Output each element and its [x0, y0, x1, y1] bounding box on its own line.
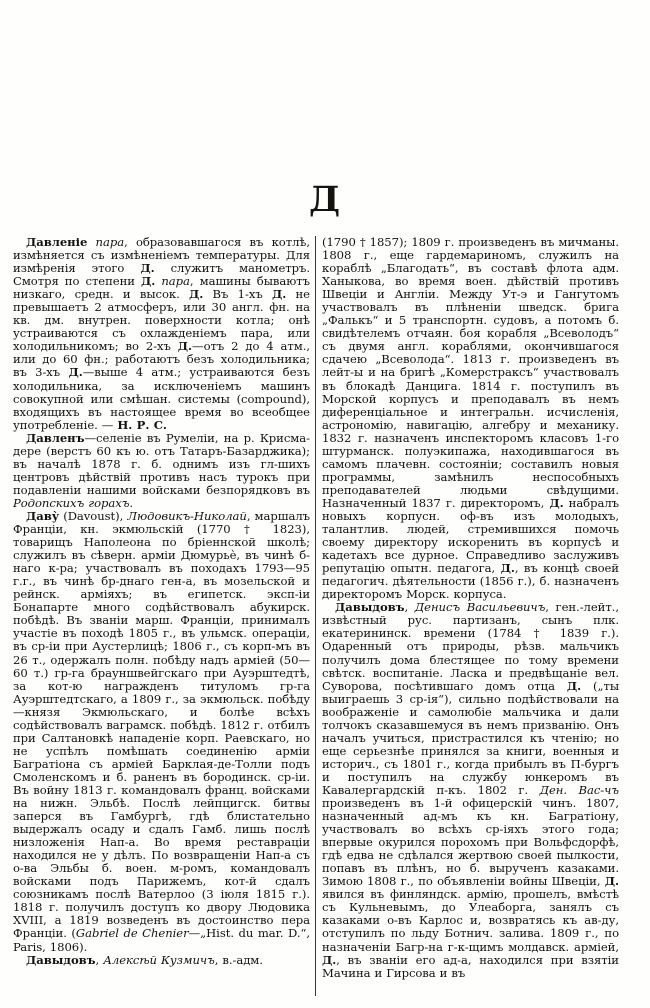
text-run: , въ званіи его ад-а, находился при взятіи Мачина и Гирсова и въ	[322, 952, 619, 980]
text-run: не превышаетъ 2 атмосферъ, или 30 англ. фн. на кв. дм. внутрен. поверхности котла; онѣ устраиваются съ охлажденіемъ пара, или холодильникомъ; во 2-хъ	[13, 287, 310, 354]
entry-headword: Давыдовъ	[335, 600, 405, 615]
text-run: Родопскихъ горахъ	[13, 495, 130, 510]
text-run: Д.	[271, 287, 287, 302]
entry-paragraph	[13, 954, 310, 967]
text-run: пара	[155, 274, 190, 289]
entry-headword: Даву̀	[26, 508, 60, 523]
text-run: —отъ 2 до 4 атм., или до 60 фн.; работаютъ безъ холодильника; въ 3-хъ	[13, 339, 310, 380]
text-run: Н. Р. С.	[117, 417, 167, 432]
text-run: служитъ манометръ. Смотря по степени	[13, 261, 310, 289]
text-run: , маршалъ Франціи, кн. экмюльскій (1770 † 1823), товарищъ Наполеона по бріеннской школѣ; служилъ въ сѣверн. арміи Дюмурьѐ, въ чинѣ б-наго к-ра; участвовалъ въ походахъ 1793—95 г.г., въ чинѣ бр-днаго ген-а, въ мозельской и рейнск. арміяхъ; въ египетск. эксп-іи Бонапарте много содѣйствовалъ абукирск. побѣдѣ. Въ званіи марш. Франціи, принималъ участіе въ походѣ 1805 г., въ ульмск. операціи, въ ср-іи при Аустерлицѣ; 1806 г., съ корп-мъ въ 26 т., одержалъ полн. побѣду надъ арміей (50—60 т.) гр-га брауншвейгскаго при Ауэрштедтѣ, за кот-ю награжденъ титуломъ гр-га Ауэрштедтскаго, а 1809 г., за экмюльск. побѣду—князя Экмюльскаго, и болѣе всѣхъ содѣйствовалъ ваграмск. побѣдѣ. 1812 г. отбилъ при Салтановкѣ нападеніе корп. Раевскаго, но не успѣлъ помѣшать соединенію арміи Багратіона съ арміей Барклая-де-Толли подъ Смоленскомъ и б. раненъ въ бородинск. ср-іи. Въ войну 1813 г. командовалъ франц. войсками на нижн. Эльбѣ. Послѣ лейпцигск. битвы заперся въ Гамбургѣ, гдѣ блистательно выдержалъ осаду и сдалъ Гамб. лишь послѣ низложенія Нап-а. Во время реставраціи находился не у дѣлъ. По возвращеніи Нап-а съ о-ва Эльбы б. воен. м-ромъ, командовалъ войсками подъ Парижемъ, кот-й сдалъ союзникамъ послѣ Ватерлоо (3 іюля 1815 г.). 1818 г. получилъ доступъ ко двору Людовика XVIII, а 1819 возведенъ въ достоинство пера Франціи. (	[13, 508, 310, 941]
text-run: , машины бываютъ низкаго, средн. и высок.	[13, 274, 310, 302]
entry-continuation-paragraph	[322, 236, 619, 601]
text-run: ,	[95, 952, 104, 967]
text-run: Д.	[177, 339, 193, 354]
text-run: , въ концѣ своей педагогич. дѣятельности (1856 г.), б. назначенъ директоромъ Морск. корпуса.	[322, 561, 619, 602]
text-run: —„Hist. du mar. D.“, Paris, 1806).	[13, 926, 310, 954]
text-run: („ты выиграешь 3 ср-ія“), сильно подѣйствовали на воображеніе и самолюбіе мальчика и дали толчокъ сказавшемуся въ немъ призванію. Онъ началъ учиться, пристрастился къ чтенію; но еще серьезнѣе принялся за книги, военныя и историч., съ 1801 г., когда прибылъ въ П-бургъ и поступилъ на службу юнкеромъ въ Кавалергардскій п-къ. 1802 г.	[322, 678, 619, 797]
text-run: Д.	[141, 274, 156, 289]
text-run: Д.	[500, 561, 515, 576]
text-run: (1790 † 1857); 1809 г. произведенъ въ мичманы. 1808 г., еще гардемариномъ, служилъ на кораблѣ „Благодать“, въ составѣ флота адм. Ханыкова, во время воен. дѣйствій противъ Швеціи и Англіи. Между Ут-э и Гангутомъ участвовалъ въ плѣненіи шведск. брига „Фалькъ“ и 5 транспортн. судовъ, а потомъ б. свидѣтелемъ отчаян. боя корабля „Всеволодъ“ съ двумя англ. кораблями, окончившагося сдачею „Всеволода“. 1813 г. произведенъ въ лейт-ы и на бригѣ „Комерстраксъ“ участвовалъ въ блокадѣ Данцига. 1814 г. поступилъ въ Морской корпусъ и преподавалъ въ немъ диференціальное и интегральн. исчисленія, астрономію, навигацію, алгебру и механику. 1832 г. назначенъ инспекторомъ класовъ 1-го штурманск. полуэкипажа, находившагося въ самомъ плачевн. состояніи; составилъ новыя программы, замѣнилъ неспособныхъ преподавателей людьми свѣдущими. Назначенный 1837 г. директоромъ,	[322, 236, 619, 510]
entry-paragraph	[322, 601, 619, 979]
section-letter-heading: Д	[308, 179, 342, 220]
text-columns	[0, 236, 650, 996]
entry-headword: Давленъ	[26, 430, 85, 445]
text-run: набралъ новыхъ корпусн. оф-въ изъ молодыхъ, талантлив. людей, стремившихся помочь своему директору искоренить въ корпусѣ и кадетахъ все дурное. Справедливо заслуживъ репутацію опытн. педагога,	[322, 495, 619, 576]
text-run: явился въ финляндск. армію, прошелъ, вмѣстѣ съ Кульневымъ, до Улеаборга, занялъ съ казаками о-въ Карлос и, возвратясь къ ав-ду, отступилъ по льду Ботнич. залива. 1809 г., по назначеніи Багр-на г-к-щимъ молдавск. арміей,	[322, 887, 619, 954]
text-run: .	[129, 495, 134, 510]
text-run: , ген.-лейт., извѣстный рус. партизанъ, сынъ плк. екатерининск. времени (1784 † 1839 г.). Одаренный отъ природы, рѣзв. мальчикъ получилъ дома блестящее по тому времени свѣтск. воспитаніе. Ласка и предвѣщаніе вел. Суворова, посѣтившаго домъ отца	[322, 600, 619, 693]
text-run: Gabriel de Chenier	[75, 926, 189, 941]
text-run: Людовикъ-Николай	[127, 508, 247, 523]
text-run: Д.	[604, 874, 619, 889]
column-divider-rule	[315, 236, 316, 996]
text-run: —селеніе въ Румеліи, на р. Крисма-дере (верстъ 60 къ ю. отъ Татаръ-Базарджика); въ началѣ 1878 г. б. однимъ изъ гл-шихъ центровъ дѣйствій противъ насъ турокъ при подавленіи нашими войсками безпорядковъ въ	[13, 430, 310, 497]
text-run: пара	[87, 236, 125, 249]
text-run: , образовавшагося въ котлѣ, измѣняется съ измѣненіемъ температуры. Для измѣренія этого	[13, 236, 310, 276]
entry-paragraph	[13, 432, 310, 510]
text-run: , в.-адм.	[214, 952, 263, 967]
entry-paragraph	[13, 236, 310, 432]
text-run: Алексѣй Кузмичъ	[103, 952, 215, 967]
text-run: Д.	[140, 261, 155, 276]
text-run: произведенъ въ 1-й офицерскій чинъ. 1807, назначенный ад-мъ къ кн. Багратіону, участвовалъ во всѣхъ ср-іяхъ этого года; впервые окурился порохомъ при Вольфсдорфѣ, гдѣ едва не сдѣлался жертвою своей пылкости, попавъ въ плѣнъ, но б. вырученъ казаками. Зимою 1808 г., по объявленіи войны Швеціи,	[322, 796, 619, 889]
text-run: —выше 4 атм.; устраиваются безъ холодильника, за исключеніемъ машинъ совокупной или смѣшан. системы (compound), входящихъ въ настоящее время во всеобщее употребленіе. —	[13, 365, 310, 432]
text-run: Въ 1-хъ	[203, 287, 272, 302]
left-column	[13, 236, 310, 996]
text-run: Д.	[322, 952, 337, 967]
text-run: Д.	[549, 495, 564, 510]
text-run: (Davoust),	[59, 508, 128, 523]
right-column	[322, 236, 619, 996]
text-run: Д.	[68, 365, 83, 380]
entry-headword: Давленіе	[26, 236, 88, 249]
entry-paragraph	[13, 510, 310, 954]
text-run: Денисъ Васильевичъ	[414, 600, 546, 615]
text-run: Д.	[189, 287, 204, 302]
text-run: Д.	[566, 678, 582, 693]
text-run: ,	[404, 600, 415, 615]
text-run: Ден. Вас-чъ	[539, 782, 619, 797]
entry-headword: Давыдовъ	[26, 952, 96, 967]
